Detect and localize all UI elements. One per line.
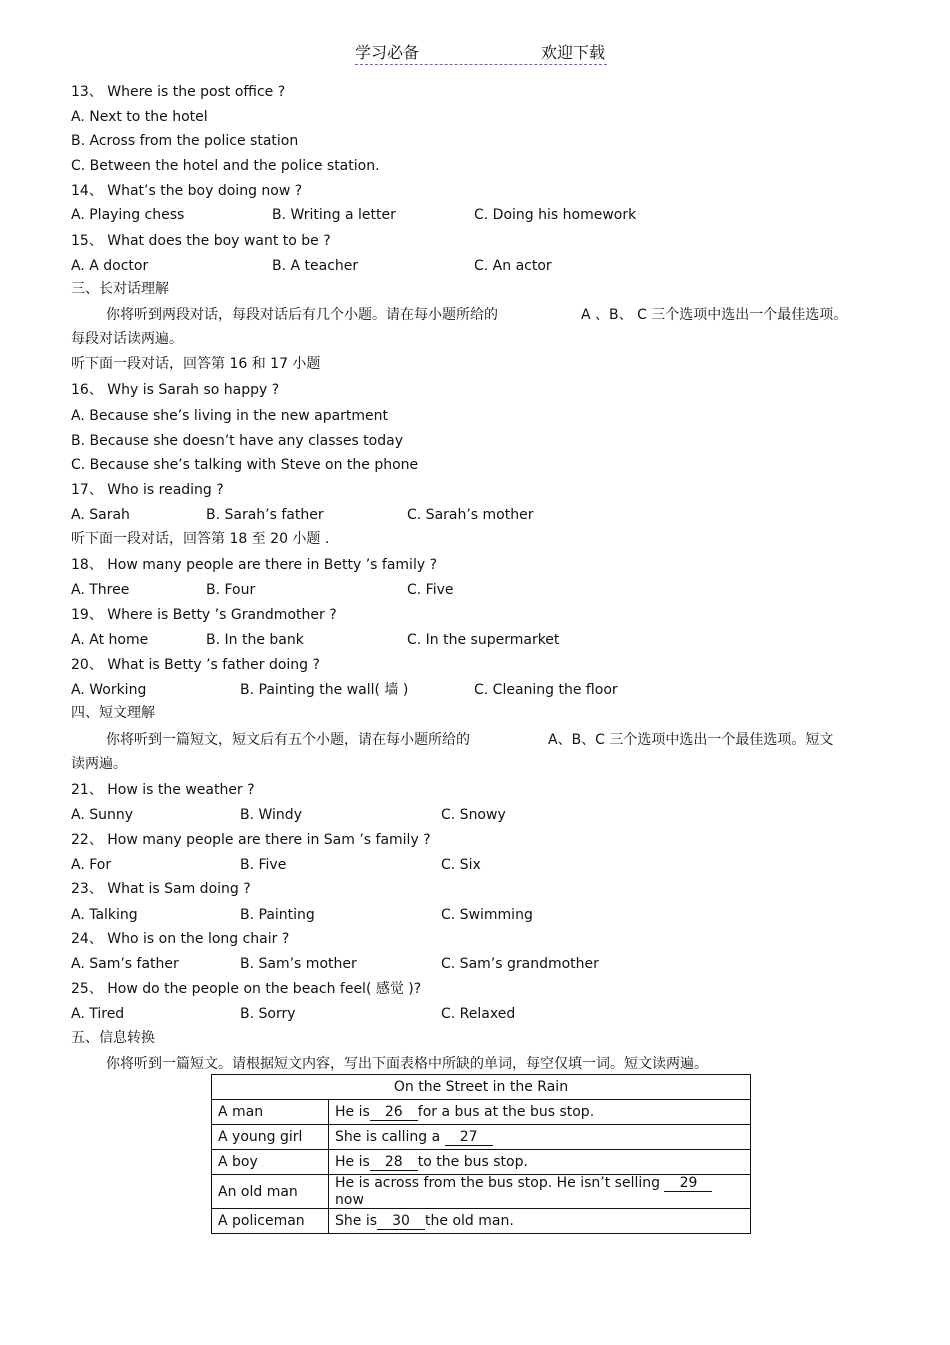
option-17c: C. Sarah’s mother (407, 507, 534, 523)
section-4-title: 四、短文理解 (71, 705, 155, 721)
question-18: 18、 How many people are there in Betty ’s family ? (71, 557, 437, 573)
option-24a: A. Sam’s father (71, 956, 179, 972)
table-row (212, 1100, 751, 1125)
option-15b: B. A teacher (272, 258, 359, 274)
option-14c: C. Doing his homework (474, 207, 637, 223)
option-14a: A. Playing chess (71, 207, 185, 223)
option-15c: C. An actor (474, 258, 552, 274)
section-4-instruction-2: A、B、C 三个选项中选出一个最佳选项。短文 (548, 732, 834, 748)
table-cell-person: A policeman (212, 1209, 329, 1234)
answer-blank: 30 (377, 1213, 425, 1230)
table-cell-person: A boy (212, 1150, 329, 1175)
option-25a: A. Tired (71, 1006, 125, 1022)
option-25b: B. Sorry (240, 1006, 296, 1022)
option-20b: B. Painting the wall( 墙 ) (240, 682, 409, 698)
option-19c: C. In the supermarket (407, 632, 560, 648)
option-21a: A. Sunny (71, 807, 134, 823)
option-23b: B. Painting (240, 907, 315, 923)
option-17a: A. Sarah (71, 507, 130, 523)
option-15a: A. A doctor (71, 258, 149, 274)
header-left: 学习必备 (355, 43, 420, 62)
answer-blank: 26 (370, 1104, 418, 1121)
option-21c: C. Snowy (441, 807, 506, 823)
section-4-instruction-1: 你将听到一篇短文，短文后有五个小题，请在每小题所给的 (106, 732, 470, 748)
option-22b: B. Five (240, 857, 287, 873)
option-23c: C. Swimming (441, 907, 533, 923)
option-16c: C. Because she’s talking with Steve on the phone (71, 457, 419, 473)
dialogue-2-intro: 听下面一段对话，回答第 18 至 20 小题 . (71, 531, 330, 547)
section-5-title: 五、信息转换 (71, 1030, 155, 1046)
question-16: 16、 Why is Sarah so happy ? (71, 382, 280, 398)
dialogue-1-intro: 听下面一段对话，回答第 16 和 17 小题 (71, 356, 321, 372)
section-3-instruction-1: 你将听到两段对话，每段对话后有几个小题。请在每小题所给的 (106, 307, 498, 323)
option-16b: B. Because she doesn’t have any classes today (71, 433, 403, 449)
option-13b: B. Across from the police station (71, 133, 299, 149)
answer-blank: 28 (370, 1154, 418, 1171)
header-right: 欢迎下载 (540, 43, 605, 62)
section-3-title: 三、长对话理解 (71, 281, 169, 297)
option-20c: C. Cleaning the floor (474, 682, 618, 698)
table-cell-description: He is 26 for a bus at the bus stop. (329, 1100, 751, 1125)
option-23a: A. Talking (71, 907, 138, 923)
option-22a: A. For (71, 857, 112, 873)
question-25: 25、 How do the people on the beach feel( 感觉 )? (71, 981, 422, 997)
answer-blank: 29 (664, 1175, 712, 1192)
table-row (212, 1125, 751, 1150)
option-16a: A. Because she’s living in the new apartment (71, 408, 389, 424)
option-24b: B. Sam’s mother (240, 956, 357, 972)
table-cell-description: She is calling a 27 (329, 1125, 751, 1150)
option-18a: A. Three (71, 582, 130, 598)
question-19: 19、 Where is Betty ’s Grandmother ? (71, 607, 337, 623)
option-13c: C. Between the hotel and the police station. (71, 158, 380, 174)
question-24: 24、 Who is on the long chair ? (71, 931, 290, 947)
option-18b: B. Four (206, 582, 256, 598)
question-17: 17、 Who is reading ? (71, 482, 224, 498)
option-17b: B. Sarah’s father (206, 507, 324, 523)
table-cell-person: An old man (212, 1175, 329, 1209)
option-13a: A. Next to the hotel (71, 109, 208, 125)
question-23: 23、 What is Sam doing ? (71, 881, 251, 897)
table-title-row (212, 1075, 751, 1100)
option-24c: C. Sam’s grandmother (441, 956, 599, 972)
table-row (212, 1150, 751, 1175)
option-14b: B. Writing a letter (272, 207, 396, 223)
question-22: 22、 How many people are there in Sam ’s family ? (71, 832, 431, 848)
option-21b: B. Windy (240, 807, 302, 823)
table-cell-description: She is 30 the old man. (329, 1209, 751, 1234)
section-5-instruction: 你将听到一篇短文。请根据短文内容，写出下面表格中所缺的单词，每空仅填一词。短文读两遍。 (106, 1056, 708, 1072)
option-20a: A. Working (71, 682, 147, 698)
info-table (211, 1074, 751, 1234)
question-21: 21、 How is the weather ? (71, 782, 255, 798)
table-cell-description: He is 28 to the bus stop. (329, 1150, 751, 1175)
table-title: On the Street in the Rain (212, 1075, 751, 1100)
answer-blank: 27 (445, 1129, 493, 1146)
question-14: 14、 What’s the boy doing now ? (71, 183, 303, 199)
question-13: 13、 Where is the post office ? (71, 84, 286, 100)
table-cell-person: A young girl (212, 1125, 329, 1150)
table-cell-person: A man (212, 1100, 329, 1125)
section-3-instruction-2: A 、B、 C 三个选项中选出一个最佳选项。 (581, 307, 848, 323)
page-header (355, 40, 607, 65)
option-19a: A. At home (71, 632, 149, 648)
option-19b: B. In the bank (206, 632, 304, 648)
table-row (212, 1175, 751, 1209)
table-cell-description: He is across from the bus stop. He isn’t selling 29 now (329, 1175, 751, 1209)
option-22c: C. Six (441, 857, 481, 873)
option-25c: C. Relaxed (441, 1006, 516, 1022)
section-3-instruction-3: 每段对话读两遍。 (71, 331, 183, 347)
question-20: 20、 What is Betty ’s father doing ? (71, 657, 320, 673)
section-4-instruction-3: 读两遍。 (71, 756, 127, 772)
table-row (212, 1209, 751, 1234)
question-15: 15、 What does the boy want to be ? (71, 233, 331, 249)
option-18c: C. Five (407, 582, 454, 598)
